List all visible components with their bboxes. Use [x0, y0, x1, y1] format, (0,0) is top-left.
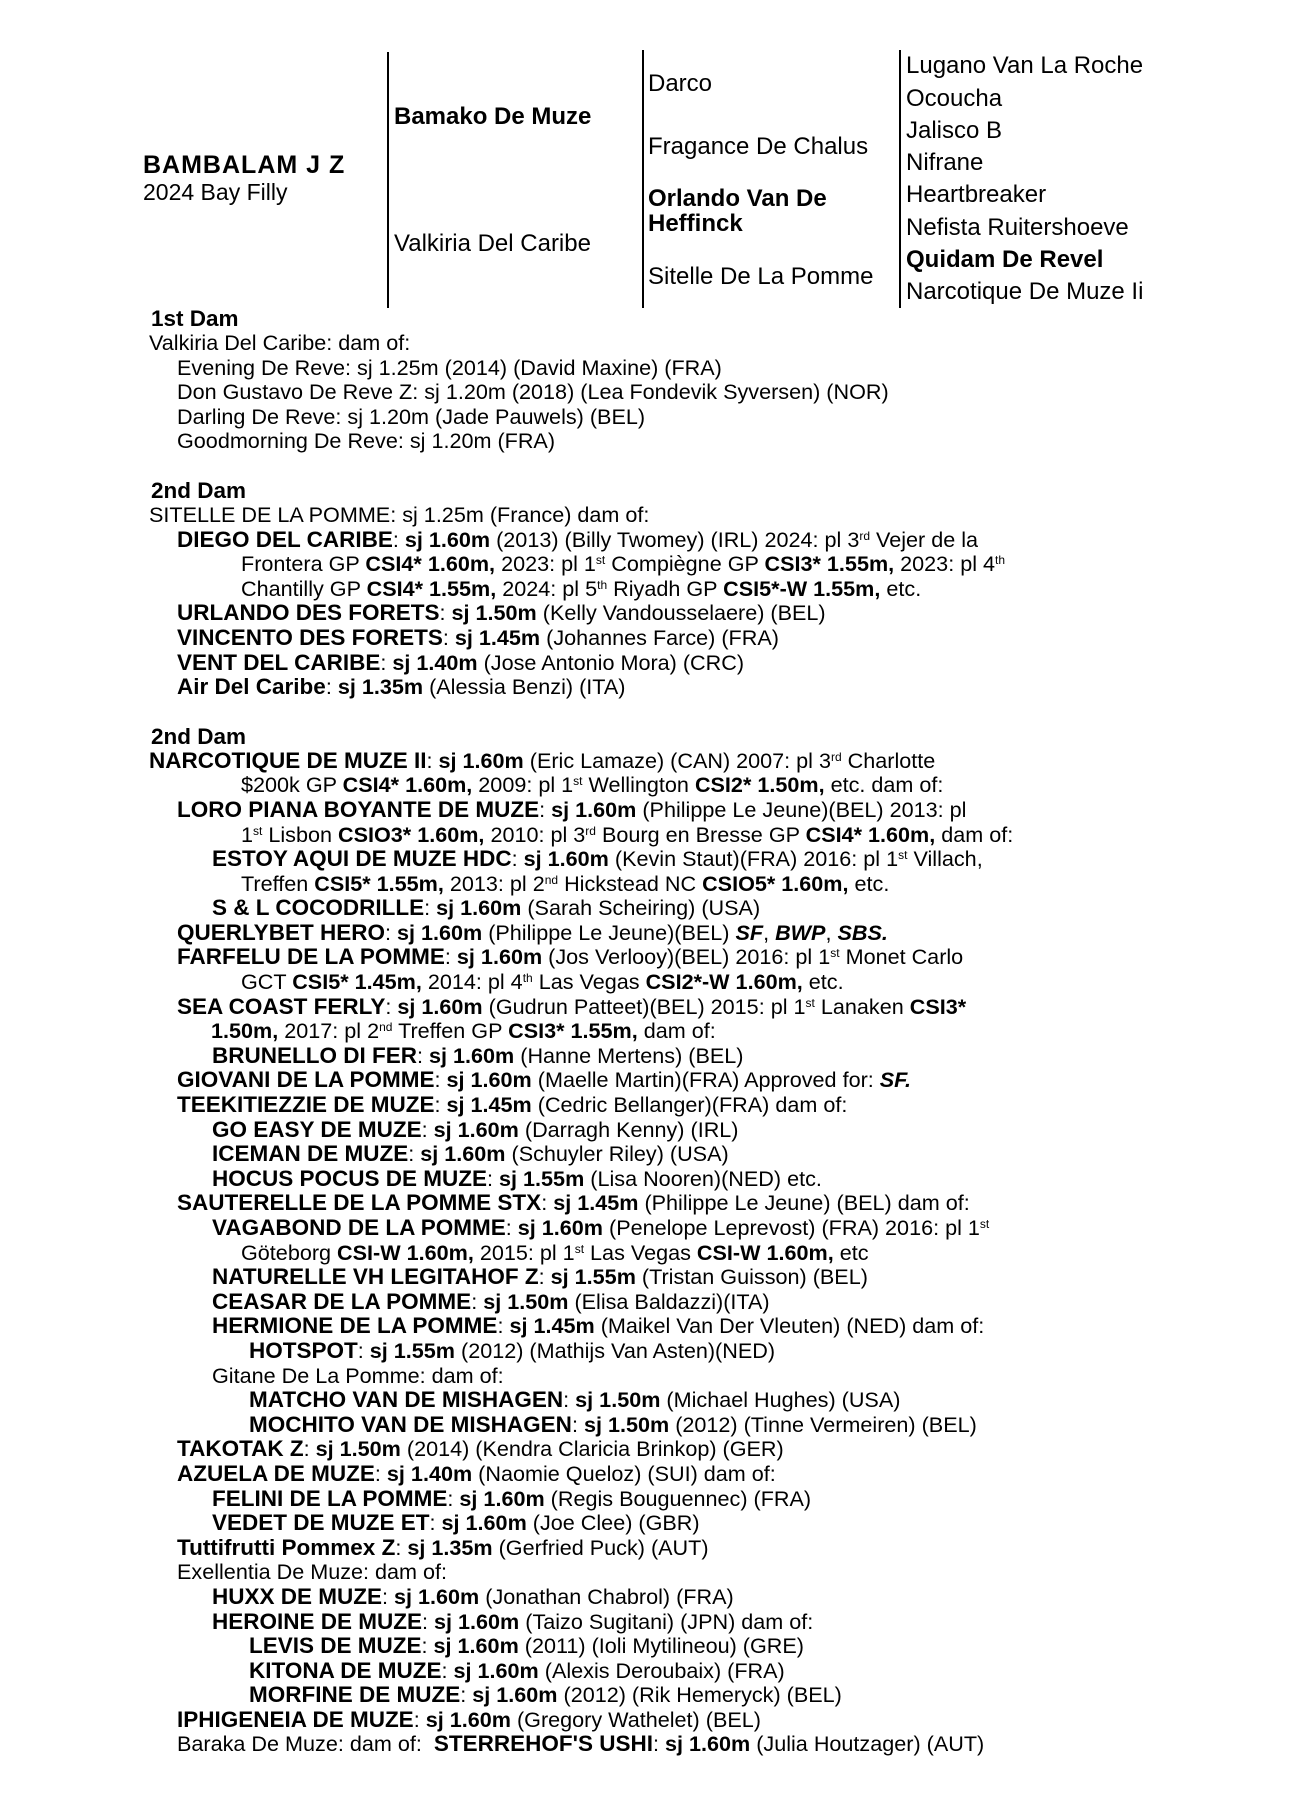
- offspring-line: FARFELU DE LA POMME: sj 1.60m (Jos Verlooy)(BEL) 2016: pl 1st Monet Carlo: [177, 944, 964, 970]
- offspring-line: BRUNELLO DI FER: sj 1.60m (Hanne Mertens) (BEL): [212, 1042, 744, 1068]
- offspring-line: GO EASY DE MUZE: sj 1.60m (Darragh Kenny) (IRL): [212, 1116, 739, 1142]
- gen4-ancestor: Nifrane: [906, 149, 984, 176]
- offspring-continuation: Göteborg CSI-W 1.60m, 2015: pl 1st Las Vegas CSI-W 1.60m, etc: [241, 1239, 869, 1265]
- dam-intro: Exellentia De Muze: dam of:: [177, 1559, 448, 1585]
- gen4-ancestor: Nefista Ruitershoeve: [906, 214, 1129, 241]
- offspring-line: HOCUS POCUS DE MUZE: sj 1.55m (Lisa Nooren)(NED) etc.: [212, 1165, 822, 1191]
- offspring-line: KITONA DE MUZE: sj 1.60m (Alexis Deroubaix) (FRA): [249, 1657, 785, 1683]
- offspring-line: ESTOY AQUI DE MUZE HDC: sj 1.60m (Kevin Staut)(FRA) 2016: pl 1st Villach,: [212, 846, 983, 872]
- offspring-line: FELINI DE LA POMME: sj 1.60m (Regis Bouguennec) (FRA): [212, 1485, 812, 1511]
- pedigree-divider: [387, 52, 389, 308]
- section-heading: 2nd Dam: [151, 477, 247, 503]
- offspring-line: TAKOTAK Z: sj 1.50m (2014) (Kendra Claricia Brinkop) (GER): [177, 1436, 784, 1462]
- offspring-line: QUERLYBET HERO: sj 1.60m (Philippe Le Jeune)(BEL) SF, BWP, SBS.: [177, 919, 888, 945]
- dam: Valkiria Del Caribe: [394, 230, 591, 257]
- offspring-line: NATURELLE VH LEGITAHOF Z: sj 1.55m (Tristan Guisson) (BEL): [212, 1264, 868, 1290]
- gen4-ancestor: Ocoucha: [906, 85, 1003, 112]
- offspring-line: Evening De Reve: sj 1.25m (2014) (David Maxine) (FRA): [177, 354, 722, 380]
- offspring-line: S & L COCODRILLE: sj 1.60m (Sarah Scheiring) (USA): [212, 895, 761, 921]
- offspring-line: DIEGO DEL CARIBE: sj 1.60m (2013) (Billy Twomey) (IRL) 2024: pl 3rd Vejer de la: [177, 526, 979, 552]
- offspring-line: GIOVANI DE LA POMME: sj 1.60m (Maelle Martin)(FRA) Approved for: SF.: [177, 1067, 911, 1093]
- dam-intro: Valkiria Del Caribe: dam of:: [149, 330, 411, 355]
- offspring-line: SEA COAST FERLY: sj 1.60m (Gudrun Patteet)(BEL) 2015: pl 1st Lanaken CSI3*: [177, 993, 967, 1019]
- offspring-continuation: Treffen CSI5* 1.55m, 2013: pl 2nd Hickstead NC CSIO5* 1.60m, etc.: [241, 870, 890, 896]
- offspring-line: VINCENTO DES FORETS: sj 1.45m (Johannes Farce) (FRA): [177, 624, 779, 650]
- offspring-line: Darling De Reve: sj 1.20m (Jade Pauwels) (BEL): [177, 403, 646, 429]
- offspring-continuation: 1.50m, 2017: pl 2nd Treffen GP CSI3* 1.55m, dam of:: [211, 1018, 716, 1044]
- offspring-line: VENT DEL CARIBE: sj 1.40m (Jose Antonio Mora) (CRC): [177, 649, 745, 675]
- produce-record: [149, 306, 1269, 1757]
- offspring-line: MATCHO VAN DE MISHAGEN: sj 1.50m (Michael Hughes) (USA): [249, 1387, 901, 1413]
- offspring-line: Tuttifrutti Pommex Z: sj 1.35m (Gerfried Puck) (AUT): [177, 1534, 709, 1560]
- offspring-line: SAUTERELLE DE LA POMME STX: sj 1.45m (Philippe Le Jeune) (BEL) dam of:: [177, 1190, 970, 1216]
- offspring-line: LORO PIANA BOYANTE DE MUZE: sj 1.60m (Philippe Le Jeune)(BEL) 2013: pl: [177, 796, 967, 822]
- dam-intro: SITELLE DE LA POMME: sj 1.25m (France) dam of:: [149, 501, 650, 527]
- sire-dam: Fragance De Chalus: [648, 133, 869, 160]
- section-heading: 2nd Dam: [151, 723, 247, 749]
- offspring-line: AZUELA DE MUZE: sj 1.40m (Naomie Queloz) (SUI) dam of:: [177, 1460, 776, 1486]
- horse-name: BAMBALAM J Z: [143, 151, 346, 179]
- pedigree-divider: [899, 50, 901, 308]
- sire: Bamako De Muze: [394, 103, 592, 130]
- gen4-ancestor: Heartbreaker: [906, 181, 1047, 208]
- offspring-line: Don Gustavo De Reve Z: sj 1.20m (2018) (Lea Fondevik Syversen) (NOR): [177, 379, 889, 405]
- offspring-line: VEDET DE MUZE ET: sj 1.60m (Joe Clee) (GBR): [212, 1510, 700, 1536]
- offspring-line: HEROINE DE MUZE: sj 1.60m (Taizo Sugitani) (JPN) dam of:: [212, 1608, 814, 1634]
- offspring-line: MORFINE DE MUZE: sj 1.60m (2012) (Rik Hemeryck) (BEL): [249, 1682, 842, 1708]
- gen4-ancestor: Jalisco B: [906, 117, 1003, 144]
- subject-horse: [143, 151, 345, 205]
- pedigree-chart: [0, 0, 1289, 312]
- horse-description: 2024 Bay Filly: [143, 179, 288, 205]
- offspring-line: Baraka De Muze: dam of: STERREHOF'S USHI: sj 1.60m (Julia Houtzager) (AUT): [177, 1731, 985, 1757]
- sire-sire: Darco: [648, 70, 713, 97]
- offspring-line: HERMIONE DE LA POMME: sj 1.45m (Maikel Van Der Vleuten) (NED) dam of:: [212, 1313, 985, 1339]
- offspring-line: IPHIGENEIA DE MUZE: sj 1.60m (Gregory Wathelet) (BEL): [177, 1706, 761, 1732]
- offspring-line: ICEMAN DE MUZE: sj 1.60m (Schuyler Riley) (USA): [212, 1141, 729, 1167]
- dam-intro: Gitane De La Pomme: dam of:: [212, 1362, 504, 1388]
- offspring-line: URLANDO DES FORETS: sj 1.50m (Kelly Vandousselaere) (BEL): [177, 600, 826, 626]
- offspring-line: LEVIS DE MUZE: sj 1.60m (2011) (Ioli Mytilineou) (GRE): [249, 1633, 804, 1659]
- offspring-continuation: GCT CSI5* 1.45m, 2014: pl 4th Las Vegas CSI2*-W 1.60m, etc.: [241, 969, 844, 995]
- gen4-ancestor: Quidam De Revel: [906, 246, 1104, 273]
- offspring-line: MOCHITO VAN DE MISHAGEN: sj 1.50m (2012) (Tinne Vermeiren) (BEL): [249, 1411, 977, 1437]
- section-heading: 1st Dam: [151, 306, 239, 331]
- offspring-line: TEEKITIEZZIE DE MUZE: sj 1.45m (Cedric Bellanger)(FRA) dam of:: [177, 1092, 848, 1118]
- offspring-line: VAGABOND DE LA POMME: sj 1.60m (Penelope Leprevost) (FRA) 2016: pl 1st: [212, 1215, 990, 1240]
- offspring-line: NARCOTIQUE DE MUZE II: sj 1.60m (Eric Lamaze) (CAN) 2007: pl 3rd Charlotte: [149, 747, 936, 773]
- offspring-continuation: $200k GP CSI4* 1.60m, 2009: pl 1st Wellington CSI2* 1.50m, etc. dam of:: [241, 772, 944, 798]
- offspring-continuation: Frontera GP CSI4* 1.60m, 2023: pl 1st Compiègne GP CSI3* 1.55m, 2023: pl 4th: [241, 551, 1006, 577]
- dam-sire: Orlando Van De Heffinck: [648, 185, 827, 237]
- dam-dam: Sitelle De La Pomme: [648, 263, 874, 290]
- gen4-ancestor: Narcotique De Muze Ii: [906, 278, 1144, 305]
- offspring-line: HOTSPOT: sj 1.55m (2012) (Mathijs Van Asten)(NED): [249, 1337, 776, 1363]
- offspring-line: Goodmorning De Reve: sj 1.20m (FRA): [177, 428, 556, 454]
- offspring-line: Air Del Caribe: sj 1.35m (Alessia Benzi) (ITA): [177, 674, 626, 700]
- offspring-continuation: Chantilly GP CSI4* 1.55m, 2024: pl 5th Riyadh GP CSI5*-W 1.55m, etc.: [241, 575, 922, 601]
- offspring-continuation: 1st Lisbon CSIO3* 1.60m, 2010: pl 3rd Bourg en Bresse GP CSI4* 1.60m, dam of:: [241, 821, 1014, 847]
- offspring-line: HUXX DE MUZE: sj 1.60m (Jonathan Chabrol) (FRA): [212, 1583, 734, 1609]
- gen4-ancestor: Lugano Van La Roche: [906, 52, 1144, 79]
- pedigree-divider: [642, 50, 644, 308]
- offspring-line: CEASAR DE LA POMME: sj 1.50m (Elisa Baldazzi)(ITA): [212, 1288, 770, 1314]
